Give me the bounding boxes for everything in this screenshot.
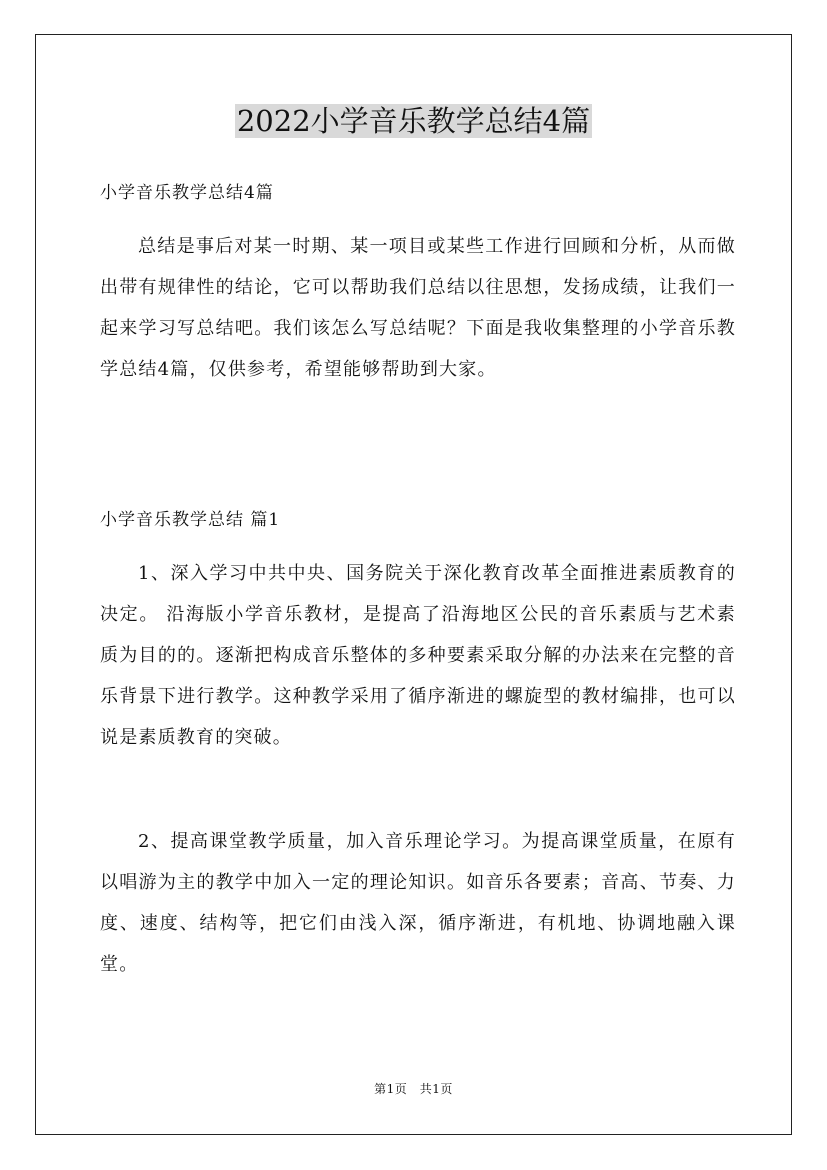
body-paragraph-2: 2、提高课堂教学质量，加入音乐理论学习。为提高课堂质量，在原有以唱游为主的教学中加入一定的理论知识。如音乐各要素；音高、节奏、力度、速度、结构等，把它们由浅入深，循序渐进，有机地、协调地融入课堂。 xyxy=(100,831,736,975)
section-heading: 小学音乐教学总结 篇1 xyxy=(100,510,281,530)
document-title-text: 2022小学音乐教学总结4篇 xyxy=(236,104,591,138)
document-subtitle: 小学音乐教学总结4篇 xyxy=(100,183,274,203)
body-paragraph-1: 1、深入学习中共中央、国务院关于深化教育改革全面推进素质教育的决定。 沿海版小学音乐教材，是提高了沿海地区公民的音乐素质与艺术素质为目的的。逐渐把构成音乐整体的多种要素采取分解的办法来在完整的音乐背景下进行教学。这种教学采用了循序渐进的螺旋型的教材编排，也可以说是素质教育的突破。 xyxy=(100,563,736,748)
page-number-footer: 第1页 共1页 xyxy=(374,1082,453,1096)
intro-paragraph: 总结是事后对某一时期、某一项目或某些工作进行回顾和分析，从而做出带有规律性的结论，它可以帮助我们总结以往思想，发扬成绩，让我们一起来学习写总结吧。我们该怎么写总结呢？下面是我收集整理的小学音乐教学总结4篇，仅供参考，希望能够帮助到大家。 xyxy=(100,236,736,380)
document-title xyxy=(0,101,827,141)
